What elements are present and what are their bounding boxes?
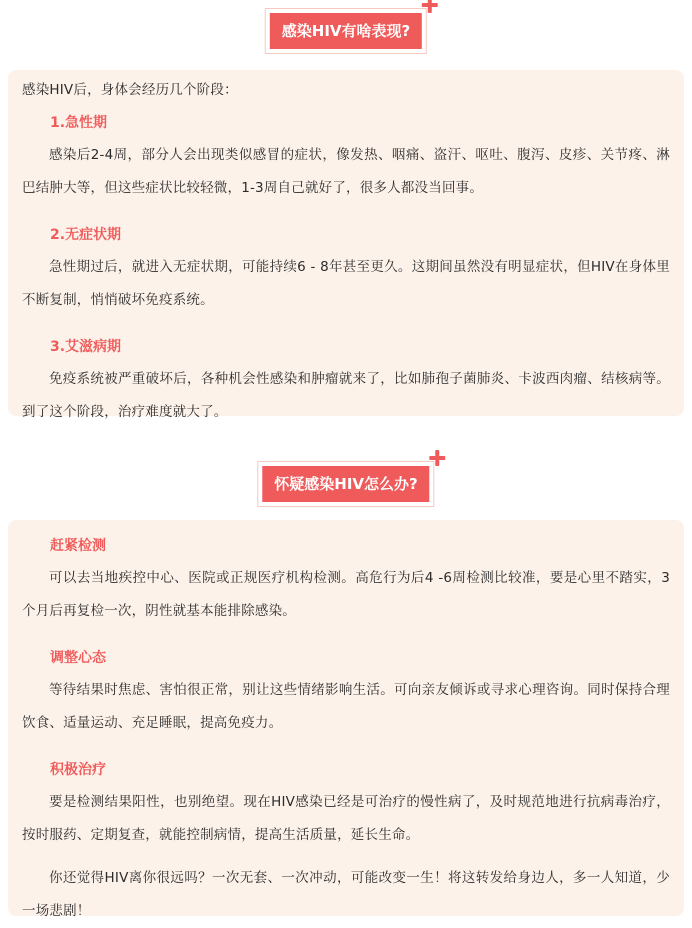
step-text-mindset: 等待结果时焦虑、害怕很正常，别让这些情绪影响生活。可向亲友倾诉或寻求心理咨询。同时保持合理饮食、适量运动、充足睡眠，提高免疫力。 [22,682,670,731]
step-text-treatment: 要是检测结果阳性，也别绝望。现在HIV感染已经是可治疗的慢性病了，及时规范地进行抗病毒治疗，按时服药、定期复查，就能控制病情，提高生活质量，延长生命。 [22,794,670,843]
plus-icon [430,450,446,466]
step-heading-test: 赶紧检测 [50,538,106,554]
stage-heading-aids: 3.艾滋病期 [50,339,122,355]
symptoms-card [8,70,684,420]
actions-card [8,520,684,919]
section-title-2: 怀疑感染HIV怎么办? [262,466,429,502]
closing-text: 你还觉得HIV离你很远吗？一次无套、一次冲动，可能改变一生！将这转发给身边人，多一人知道，少一场悲剧！ [22,870,670,919]
stage-text-acute: 感染后2-4周，部分人会出现类似感冒的症状，像发热、咽痛、盗汗、呕吐、腹泻、皮疹、关节疼、淋巴结肿大等，但这些症状比较轻微，1-3周自己就好了，很多人都没当回事。 [22,147,670,196]
stage-heading-asymptomatic: 2.无症状期 [50,227,122,243]
step-text-test: 可以去当地疾控中心、医院或正规医疗机构检测。高危行为后4 -6周检测比较准，要是心里不踏实，3个月后再复检一次，阴性就基本能排除感染。 [22,570,670,619]
stage-text-asymptomatic: 急性期过后，就进入无症状期，可能持续6 - 8年甚至更久。这期间虽然没有明显症状，但HIV在身体里不断复制，悄悄破坏免疫系统。 [22,259,670,308]
stage-heading-acute: 1.急性期 [50,115,108,131]
plus-icon [422,0,438,13]
symptoms-intro: 感染HIV后，身体会经历几个阶段： [22,82,238,98]
section-title-1: 感染HIV有啥表现? [270,13,422,49]
step-heading-treatment: 积极治疗 [50,762,106,778]
section-title-1-frame [265,8,427,54]
stage-text-aids: 免疫系统被严重破坏后，各种机会性感染和肿瘤就来了，比如肺孢子菌肺炎、卡波西肉瘤、结核病等。到了这个阶段，治疗难度就大了。 [22,371,670,420]
step-heading-mindset: 调整心态 [50,650,106,666]
section-title-2-frame [257,461,434,507]
